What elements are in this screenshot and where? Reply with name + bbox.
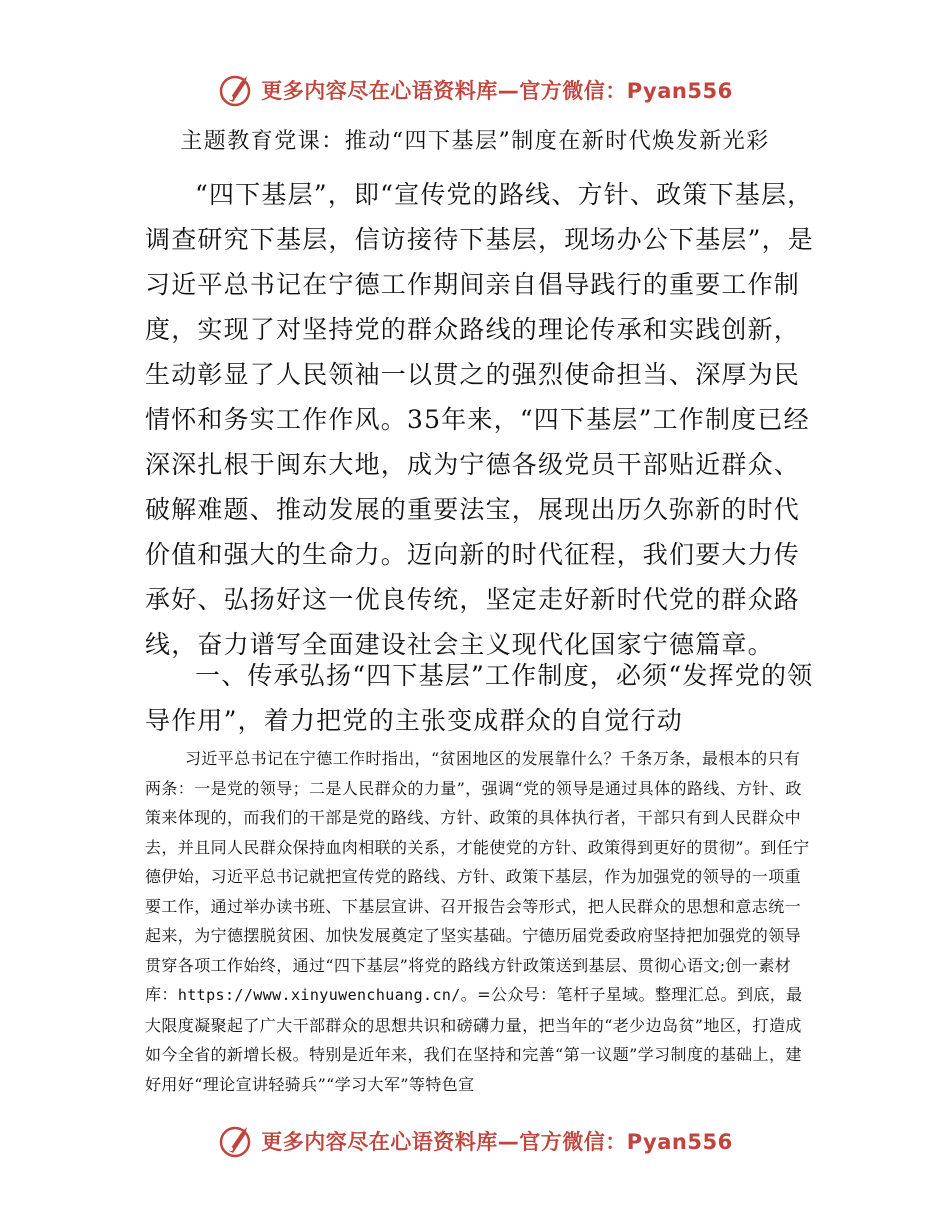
document-title: 主题教育党课：推动“四下基层”制度在新时代焕发新光彩 (180, 129, 770, 154)
pen-logo-icon (217, 70, 257, 110)
watermark-banner-top (0, 70, 950, 110)
section-body (145, 744, 810, 1099)
watermark-banner-bottom (0, 1121, 950, 1161)
section-body-text-a: 习近平总书记在宁德工作时指出，“贫困地区的发展靠什么？千条万条，最根本的只有两条：一是党的领导；二是人民群众的力量”，强调“党的领导是通过具体的路线、方针、政策来体现的，而我们的干部是党的路线、方针、政策的具体执行者，干部只有到人民群众中去，并且同人民群众保持血肉相联的关系，才能使党的方针、政策得到更好的贯彻”。到任宁德伊始，习近平总书记就把宣传党的路线、方针、政策下基层，作为加强党的领导的一项重要工作，通过举办读书班、下基层宣讲、召开报告会等形式，把人民群众的思想和意志统一起来，为宁德摆脱贫困、加快发展奠定了坚实基础。宁德历届党委政府坚持把加强党的领导贯穿各项工作始终，通过“四下基层”将党的路线方针政策送到基层、贯彻心语文;创一素材库： (145, 749, 810, 1004)
watermark-text: 更多内容尽在心语资料库—官方微信：Pyan556 (261, 79, 733, 103)
source-url: https://www.xinyuwenchuang.cn/ (177, 986, 461, 1004)
watermark-text: 更多内容尽在心语资料库—官方微信：Pyan556 (261, 1130, 733, 1154)
section-heading: 一、传承弘扬“四下基层”工作制度，必须“发挥党的领导作用”，着力把党的主张变成群众的自觉行动 (145, 661, 814, 735)
intro-paragraph: “四下基层”，即“宣传党的路线、方针、政策下基层，调查研究下基层，信访接待下基层，现场办公下基层”，是习近平总书记在宁德工作期间亲自倡导践行的重要工作制度，实现了对坚持党的群众路线的理论传承和实践创新，生动彰显了人民领袖一以贯之的强烈使命担当、深厚为民情怀和务实工作作风。35年来，“四下基层”工作制度已经深深扎根于闽东大地，成为宁德各级党员干部贴近群众、破解难题、推动发展的重要法宝，展现出历久弥新的时代价值和强大的生命力。迈向新的时代征程，我们要大力传承好、弘扬好这一优良传统，坚定走好新时代党的群众路线，奋力谱写全面建设社会主义现代化国家宁德篇章。 (145, 180, 814, 659)
section-body-text-b: 。=公众号：笔杆子星域。整理汇总。到底，最大限度凝聚起了广大干部群众的思想共识和磅礴力量，把当年的“老少边岛贫”地区，打造成如今全省的新增长极。特别是近年来，我们在坚持和完善“第一议题”学习制度的基础上，建好用好“理论宣讲轻骑兵”“学习大军”等特色宣 (145, 985, 803, 1094)
pen-logo-icon (217, 1121, 257, 1161)
